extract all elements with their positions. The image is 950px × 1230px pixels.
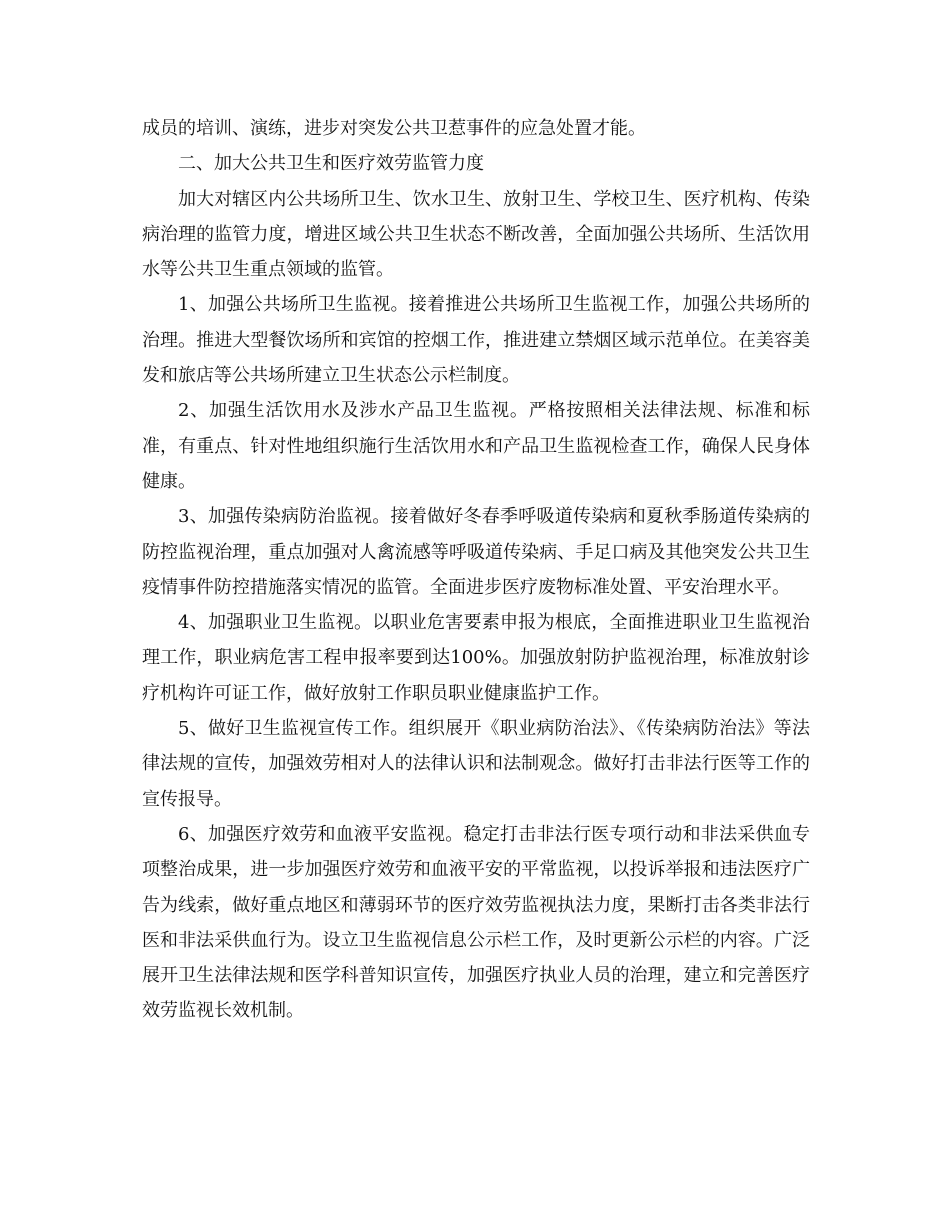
section-heading: 二、加大公共卫生和医疗效劳监管力度: [178, 153, 484, 175]
paragraph-intro: 加大对辖区内公共场所卫生、饮水卫生、放射卫生、学校卫生、医疗机构、传染病治理的监管力度，增进区域公共卫生状态不断改善，全面加强公共场所、生活饮用水等公共卫生重点领域的监管。: [142, 188, 810, 281]
paragraph-item-4: 4、加强职业卫生监视。以职业危害要素申报为根底，全面推进职业卫生监视治理工作，职业病危害工程申报率要到达100%。加强放射防护监视治理，标准放射诊疗机构许可证工作，做好放射工作职员职业健康监护工作。: [142, 612, 810, 704]
paragraph-item-1: 1、加强公共场所卫生监视。接着推进公共场所卫生监视工作，加强公共场所的治理。推进大型餐饮场所和宾馆的控烟工作，推进建立禁烟区域示范单位。在美容美发和旅店等公共场所建立卫生状态公示栏制度。: [142, 294, 810, 387]
paragraph-item-5: 5、做好卫生监视宣传工作。组织展开《职业病防治法》、《传染病防治法》等法律法规的宣传，加强效劳相对人的法律认识和法制观念。做好打击非法行医等工作的宣传报导。: [142, 718, 810, 810]
paragraph-continuation: 成员的培训、演练，进步对突发公共卫惹事件的应急处置才能。: [142, 118, 646, 139]
paragraph-item-2: 2、加强生活饮用水及涉水产品卫生监视。严格按照相关法律法规、标准和标准，有重点、针对性地组织施行生活饮用水和产品卫生监视检查工作，确保人民身体健康。: [142, 400, 810, 492]
document-body: [142, 111, 810, 1029]
paragraph-item-6: 6、加强医疗效劳和血液平安监视。稳定打击非法行医专项行动和非法采供血专项整治成果，进一步加强医疗效劳和血液平安的平常监视，以投诉举报和违法医疗广告为线索，做好重点地区和薄弱环节的医疗效劳监视执法力度，果断打击各类非法行医和非法采供血行为。设立卫生监视信息公示栏工作，及时更新公示栏的内容。广泛展开卫生法律法规和医学科普知识宣传，加强医疗执业人员的治理，建立和完善医疗效劳监视长效机制。: [142, 823, 810, 1022]
paragraph-item-3: 3、加强传染病防治监视。接着做好冬春季呼吸道传染病和夏秋季肠道传染病的防控监视治理，重点加强对人禽流感等呼吸道传染病、手足口病及其他突发公共卫生疫情事件防控措施落实情况的监管。全面进步医疗废物标准处置、平安治理水平。: [142, 506, 810, 598]
